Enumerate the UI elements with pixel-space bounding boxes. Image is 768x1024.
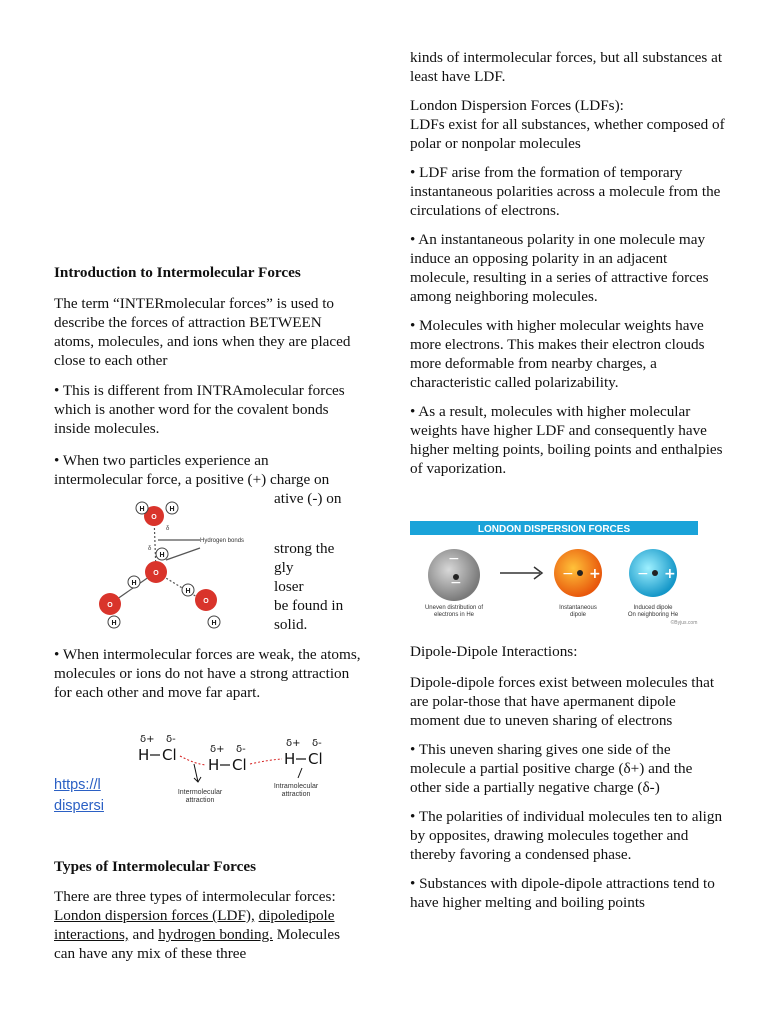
atom-h-1: H (139, 506, 145, 513)
link-hydrogen-bonding[interactable]: hydrogen bonding. (158, 926, 273, 943)
atom-h-7: H (211, 620, 217, 627)
hcl1-dminus: δ- (166, 734, 176, 745)
figure-credit: ©Byjus.com (670, 620, 698, 626)
hcl1-h: H (138, 746, 150, 764)
types-paragraph (54, 887, 364, 963)
atom-o-1: O (151, 514, 157, 521)
dipole-dipole-paragraph: Dipole-dipole forces exist between molecules that are polar-those that have apermanent dipole moment due to uneven sharing of electrons (410, 674, 715, 729)
hcl2-dplus: δ+ (210, 744, 225, 755)
types-heading: Types of Intermolecular Forces (54, 858, 257, 875)
hcl2-h: H (208, 756, 220, 774)
ldf-bullet-2: • An instantaneous polarity in one molecule may induce an opposing polarity in an adjacent molecule, resulting in a series of attractive forces among neighboring molecules. (410, 231, 709, 305)
gray-minus-1: − (448, 551, 460, 567)
atom-o-4: O (203, 598, 209, 605)
dipole-dipole-bullet-2: • The polarities of individual molecules ten to align by opposites, drawing molecules together and thereby favoring a condensed phase. (410, 808, 723, 863)
atom-h-5: H (111, 620, 117, 627)
hcl1-dplus: δ+ (140, 734, 155, 745)
dipole-dipole-bullet-1: • This uneven sharing gives one side of the molecule a partial positive charge (δ+) and the other side a partially negative charge (δ-) (410, 741, 693, 796)
intramolecular-label-2: attraction (281, 791, 311, 798)
reference-link-line-2[interactable]: dispersi (54, 798, 104, 814)
ldf-banner-title: LONDON DISPERSION FORCES (477, 524, 631, 535)
hcl-dipole-figure (120, 728, 340, 814)
intro-heading: Introduction to Intermolecular Forces (54, 264, 301, 281)
two-particles-line-1: • When two particles experience an (54, 452, 269, 469)
hcl1-cl: Cl (162, 746, 177, 764)
hcl3-dminus: δ- (312, 738, 322, 749)
ldf-bullet-1: • LDF arise from the formation of temporary instantaneous polarities across a molecule from the circulations of electrons. (410, 164, 721, 219)
ldf-exist-paragraph: LDFs exist for all substances, whether composed of polar or nonpolar molecules (410, 116, 725, 152)
caption-induced-1: Induced dipole (633, 605, 673, 611)
hcl3-dplus: δ+ (286, 738, 301, 749)
occluded-fragment-2: gly (274, 559, 294, 576)
london-dispersion-figure (410, 521, 698, 627)
two-particles-line-2: intermolecular force, a positive (+) charge on (54, 471, 330, 488)
intro-paragraph: The term “INTERmolecular forces” is used to describe the forces of attraction BETWEEN atoms, molecules, and ions when they are placed close to each other (54, 295, 351, 369)
right-column-lower (410, 642, 725, 922)
link-ldf[interactable]: London dispersion forces (LDF), (54, 907, 255, 924)
orange-plus: + (589, 566, 601, 582)
water-hydrogen-bonds-figure (92, 500, 272, 632)
two-particles-line-3-fragment: ative (-) on (274, 490, 342, 507)
occluded-fragment-5: solid. (274, 616, 308, 633)
ldf-bullet-3: • Molecules with higher molecular weights have more electrons. This makes their electron clouds more deformable from nearby charges, a characteristic called polarizability. (410, 317, 705, 391)
types-end: Molecules can have any mix of these three (54, 926, 340, 962)
caption-uneven-2: electrons in He (433, 612, 475, 618)
orange-minus: − (562, 566, 574, 582)
atom-h-3: H (159, 552, 165, 559)
occluded-fragment-4: be found in (274, 597, 344, 614)
hcl2-dminus: δ- (236, 744, 246, 755)
hcl3-h: H (284, 750, 296, 768)
intermolecular-label-2: attraction (185, 797, 215, 804)
cyan-minus: − (637, 566, 649, 582)
dipole-dipole-bullet-3: • Substances with dipole-dipole attractions tend to have higher melting and boiling points (410, 875, 715, 911)
atom-h-4: H (131, 580, 137, 587)
water-molecule-left (99, 593, 121, 628)
atom-h-2: H (169, 506, 175, 513)
intermolecular-label-1: Intermolecular (177, 789, 223, 796)
occluded-fragment-3: loser (274, 578, 304, 595)
gray-minus-2: − (450, 575, 462, 591)
occluded-fragment-1: strong the (274, 540, 335, 557)
ldf-bullet-4: • As a result, molecules with higher molecular weights have higher LDF and consequently have higher melting points, boiling points and enthalpies of vaporization. (410, 403, 723, 477)
caption-instantaneous-2: dipole (569, 612, 587, 618)
hcl3-cl: Cl (308, 750, 323, 768)
delta-label-2: δ (166, 526, 170, 532)
caption-induced-2: On neighboring He (627, 612, 679, 618)
hcl2-cl: Cl (232, 756, 247, 774)
arrow-icon (500, 567, 542, 579)
dipole-dipole-title: Dipole-Dipole Interactions: (410, 643, 578, 660)
ldf-intro-paragraph: kinds of intermolecular forces, but all substances at least have LDF. (410, 49, 723, 85)
weak-forces-paragraph: • When intermolecular forces are weak, the atoms, molecules or ions do not have a strong attraction for each other and move far apart. (54, 646, 361, 701)
caption-uneven-1: Uneven distribution of (424, 605, 484, 611)
caption-instantaneous-1: Instantaneous (559, 605, 597, 611)
reference-link-line-1[interactable]: https://l (54, 777, 101, 793)
ldf-title: London Dispersion Forces (LDFs): (410, 97, 624, 114)
right-column (410, 48, 725, 488)
types-intro: There are three types of intermolecular forces: (54, 888, 336, 905)
intramolecular-label-1: Intramolecular (273, 783, 319, 790)
delta-label-1: δ (148, 546, 152, 552)
atom-o-2: O (153, 570, 159, 577)
cyan-plus: + (664, 566, 676, 582)
atom-h-6: H (185, 588, 191, 595)
atom-o-3: O (107, 602, 113, 609)
hydrogen-bonds-label: Hydrogen bonds (200, 538, 245, 544)
types-and: and (128, 926, 159, 943)
intra-paragraph: • This is different from INTRAmolecular forces which is another word for the covalent bonds inside molecules. (54, 382, 345, 437)
link-dipole-dipole[interactable]: dipoledipole interactions, (54, 907, 335, 943)
